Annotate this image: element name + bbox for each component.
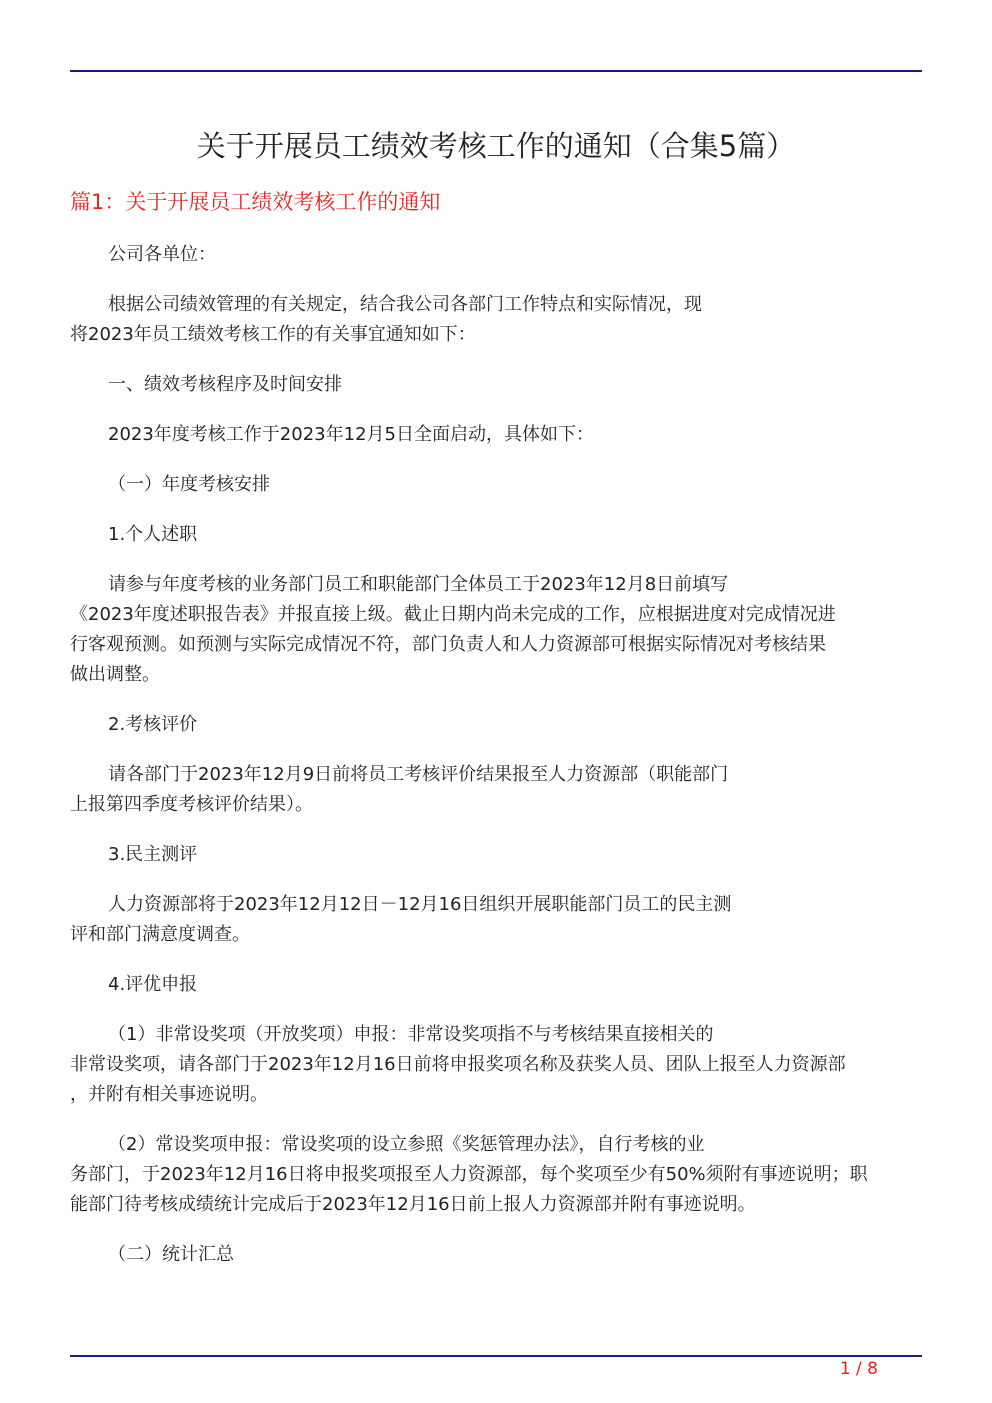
paragraph-line: 评和部门满意度调查。 [70, 924, 250, 945]
paragraph [70, 290, 922, 350]
paragraph-line: 3.民主测评 [108, 844, 198, 865]
paragraph-line: 做出调整。 [70, 664, 160, 685]
paragraph [70, 420, 922, 450]
paragraph [70, 240, 922, 270]
paragraph [70, 840, 922, 870]
paragraph-line: （1）非常设奖项（开放奖项）申报：非常设奖项指不与考核结果直接相关的 [108, 1024, 714, 1045]
paragraph [70, 760, 922, 820]
paragraph-line: 将2023年员工绩效考核工作的有关事宜通知如下： [70, 324, 476, 345]
paragraph-line: 根据公司绩效管理的有关规定，结合我公司各部门工作特点和实际情况，现 [108, 294, 702, 315]
paragraph [70, 1130, 922, 1220]
paragraph-line: 务部门，于2023年12月16日将申报奖项报至人力资源部，每个奖项至少有50%须附有事迹说明；职 [70, 1164, 868, 1185]
paragraph [70, 890, 922, 950]
paragraph [70, 370, 922, 400]
paragraph-line: 《2023年度述职报告表》并报直接上级。截止日期内尚未完成的工作，应根据进度对完成情况进 [70, 604, 836, 625]
paragraph-line: 能部门待考核成绩统计完成后于2023年12月16日前上报人力资源部并附有事迹说明。 [70, 1194, 756, 1215]
paragraph-line: 请各部门于2023年12月9日前将员工考核评价结果报至人力资源部（职能部门 [108, 764, 729, 785]
paragraph-line: 上报第四季度考核评价结果）。 [70, 794, 313, 815]
paragraph [70, 520, 922, 550]
paragraph [70, 710, 922, 740]
paragraph-line: 行客观预测。如预测与实际完成情况不符，部门负责人和人力资源部可根据实际情况对考核结果 [70, 634, 826, 655]
paragraph-line: 非常设奖项，请各部门于2023年12月16日前将申报奖项名称及获奖人员、团队上报至人力资源部 [70, 1054, 846, 1075]
paragraph-line: （2）常设奖项申报：常设奖项的设立参照《奖惩管理办法》，自行考核的业 [108, 1134, 705, 1155]
paragraph-line: 4.评优申报 [108, 974, 198, 995]
paragraph [70, 970, 922, 1000]
paragraph [70, 1020, 922, 1110]
document-body [70, 240, 922, 1290]
paragraph [70, 470, 922, 500]
paragraph-line: （二）统计汇总 [108, 1244, 234, 1265]
footer-rule [70, 1355, 922, 1357]
paragraph-line: 2.考核评价 [108, 714, 198, 735]
paragraph-line: 公司各单位： [108, 244, 216, 265]
paragraph-line: 1.个人述职 [108, 524, 198, 545]
paragraph-line: （一）年度考核安排 [108, 474, 270, 495]
paragraph-line: 一、绩效考核程序及时间安排 [108, 374, 342, 395]
document-title: 关于开展员工绩效考核工作的通知（合集5篇） [196, 129, 796, 163]
page-number: 1 / 8 [839, 1359, 878, 1379]
paragraph [70, 1240, 922, 1270]
paragraph-line: 请参与年度考核的业务部门员工和职能部门全体员工于2023年12月8日前填写 [108, 574, 729, 595]
paragraph-line: 2023年度考核工作于2023年12月5日全面启动，具体如下： [108, 424, 594, 445]
paragraph-line: ，并附有相关事迹说明。 [70, 1084, 268, 1105]
section-heading: 篇1：关于开展员工绩效考核工作的通知 [70, 190, 441, 214]
paragraph [70, 570, 922, 690]
paragraph-line: 人力资源部将于2023年12月12日－12月16日组织开展职能部门员工的民主测 [108, 894, 732, 915]
header-rule [70, 70, 922, 72]
